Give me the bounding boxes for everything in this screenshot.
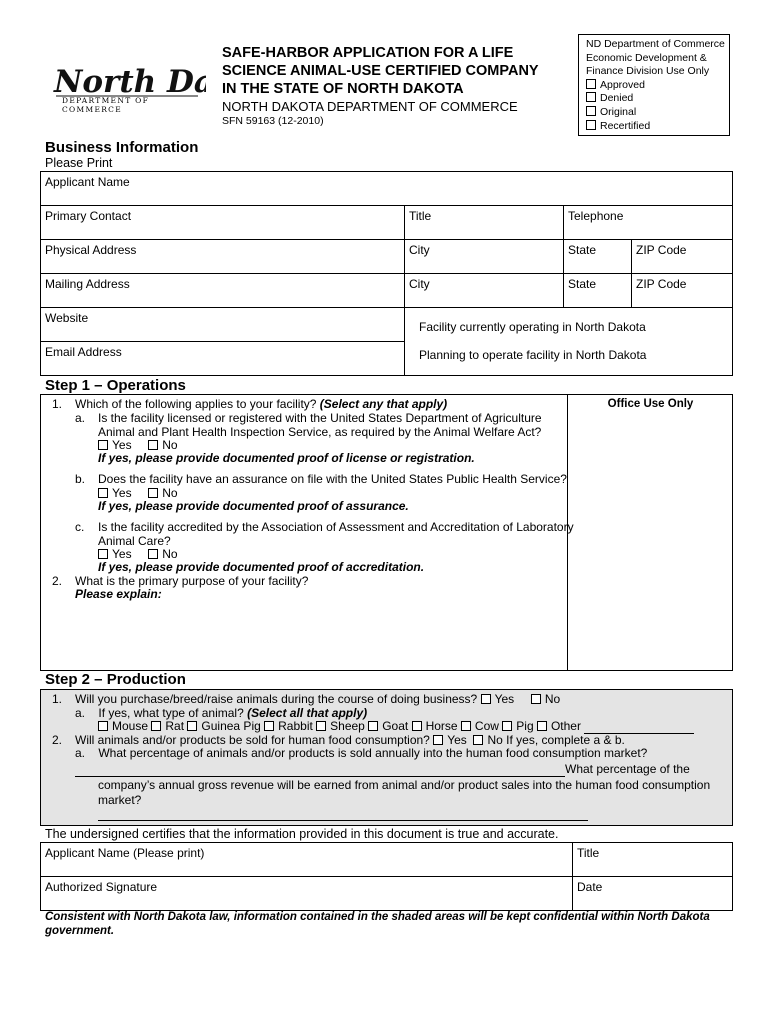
applicant-name-print-field[interactable] (41, 843, 573, 877)
planning-operate-option[interactable] (405, 334, 732, 362)
date-field[interactable] (573, 877, 733, 911)
yes-label: Yes (112, 547, 132, 561)
q-letter: a. (75, 706, 86, 720)
field-label: City (409, 277, 430, 291)
approved-checkbox[interactable] (586, 79, 596, 89)
mailing-state-field[interactable] (564, 274, 632, 308)
form-title (222, 44, 572, 98)
q-letter: b. (75, 472, 86, 486)
mailing-zip-field[interactable] (632, 274, 733, 308)
goat-checkbox[interactable] (368, 721, 378, 731)
step2-q1-no-checkbox[interactable] (531, 694, 541, 704)
step1-a-no-checkbox[interactable] (148, 440, 158, 450)
field-label: Title (577, 846, 600, 860)
field-label: Website (45, 311, 89, 325)
planning-operate-label: Planning to operate facility in North Dakota (419, 348, 647, 362)
title-line-2: SCIENCE ANIMAL-USE CERTIFIED COMPANY (222, 63, 539, 79)
field-label: Primary Contact (45, 209, 132, 223)
step1-a-note: If yes, please provide documented proof of license or registration. (98, 451, 475, 465)
certification-statement: The undersigned certifies that the information provided in this document is true and accurate. (45, 827, 559, 841)
physical-address-field[interactable] (41, 240, 405, 274)
q-number: 2. (52, 574, 63, 588)
facility-status-cell (405, 308, 733, 376)
original-label: Original (600, 105, 637, 118)
mouse-checkbox[interactable] (98, 721, 108, 731)
facility-operating-option[interactable] (405, 308, 732, 334)
step1-a-line1: Is the facility licensed or registered with the United States Department of Agriculture (98, 411, 542, 425)
physical-city-field[interactable] (405, 240, 564, 274)
telephone-field[interactable] (564, 206, 733, 240)
cert-title-field[interactable] (573, 843, 733, 877)
step1-a-line2: Animal and Plant Health Inspection Service, as required by the Animal Welfare Act? (98, 425, 542, 439)
title-line-1: SAFE-HARBOR APPLICATION FOR A LIFE (222, 45, 514, 61)
q-letter: c. (75, 520, 85, 534)
step1-q2-hint: Please explain: (75, 587, 162, 601)
animal-label: Goat (382, 719, 409, 733)
yes-label: Yes (112, 438, 132, 452)
step1-b-line1: Does the facility have an assurance on file with the United States Public Health Service? (98, 472, 567, 486)
field-label: Mailing Address (45, 277, 130, 291)
no-label: No (162, 486, 178, 500)
yes-label: Yes (447, 733, 467, 747)
animal-checkbox-row (98, 719, 694, 734)
field-label: Date (577, 880, 603, 894)
step1-b-note: If yes, please provide documented proof of assurance. (98, 499, 409, 513)
pig-checkbox[interactable] (502, 721, 512, 731)
primary-contact-field[interactable] (41, 206, 405, 240)
form-number: SFN 59163 (12-2010) (222, 115, 324, 127)
step1-c-yes-checkbox[interactable] (98, 549, 108, 559)
physical-zip-field[interactable] (632, 240, 733, 274)
title-line-3: IN THE STATE OF NORTH DAKOTA (222, 81, 464, 97)
step2-q1-text: Will you purchase/breed/raise animals during the course of doing business? (75, 692, 478, 706)
animal-label: Rat (165, 719, 185, 733)
business-info-heading: Business Information (45, 139, 199, 156)
field-label: Physical Address (45, 243, 137, 257)
animal-label: Sheep (330, 719, 365, 733)
office-use-box (578, 34, 730, 136)
authorized-signature-field[interactable] (41, 877, 573, 911)
confidentiality-line-2: government. (45, 925, 115, 937)
animal-label: Mouse (112, 719, 149, 733)
step2-q2b-text-3: market? (98, 793, 142, 807)
animal-label: Other (550, 719, 581, 733)
step1-c-line1: Is the facility accredited by the Association of Assessment and Accreditation of Laboratory (98, 520, 574, 534)
website-field[interactable] (41, 308, 405, 342)
horse-checkbox[interactable] (412, 721, 422, 731)
step1-q2-answer-area[interactable] (75, 604, 555, 666)
step1-c-no-checkbox[interactable] (148, 549, 158, 559)
step1-q1-text: Which of the following applies to your facility? (75, 397, 317, 411)
step1-c-note: If yes, please provide documented proof of accreditation. (98, 560, 425, 574)
field-label: Applicant Name (Please print) (45, 846, 205, 860)
north-dakota-logo (46, 56, 206, 114)
step1-b-no-checkbox[interactable] (148, 488, 158, 498)
step1-q1-hint: (Select any that apply) (319, 397, 448, 411)
field-label: State (568, 277, 597, 291)
office-box-line: Economic Development & (586, 51, 707, 64)
field-label: ZIP Code (636, 277, 687, 291)
confidentiality-note (45, 910, 735, 938)
denied-checkbox[interactable] (586, 92, 596, 102)
no-label: No (162, 438, 178, 452)
guinea-pig-checkbox[interactable] (187, 721, 197, 731)
step2-q2-text: Will animals and/or products be sold for human food consumption? (75, 733, 430, 747)
original-checkbox[interactable] (586, 106, 596, 116)
step2-q2a-answer-input[interactable] (75, 762, 565, 777)
field-label: City (409, 243, 430, 257)
rabbit-checkbox[interactable] (264, 721, 274, 731)
yes-label: Yes (112, 486, 132, 500)
animal-label: Pig (516, 719, 534, 733)
title-field[interactable] (405, 206, 564, 240)
no-label: No (544, 692, 561, 706)
office-box-line: ND Department of Commerce (586, 38, 725, 50)
step1-heading: Step 1 – Operations (45, 377, 186, 394)
office-use-only-label: Office Use Only (607, 398, 694, 410)
animal-label: Horse (425, 719, 458, 733)
step2-q2b-answer-line[interactable] (98, 820, 588, 821)
field-label: Applicant Name (45, 175, 130, 189)
approved-label: Approved (600, 78, 645, 91)
denied-label: Denied (600, 92, 634, 105)
step1-q2-text: What is the primary purpose of your facility? (75, 574, 309, 588)
recertified-label: Recertified (600, 119, 651, 132)
q-number: 1. (52, 397, 63, 411)
step2-q2-no-checkbox[interactable] (473, 735, 483, 745)
no-label: No (487, 733, 503, 747)
mailing-address-field[interactable] (41, 274, 405, 308)
field-label: State (568, 243, 597, 257)
field-label: Title (409, 209, 432, 223)
q-letter: a. (75, 411, 86, 425)
animal-label: Guinea Pig (201, 719, 261, 733)
business-info-table (40, 171, 733, 376)
step2-q2b-text-2: company’s annual gross revenue will be earned from animal and/or product sales into the human food consumption (98, 778, 711, 792)
step2-q1-yes-checkbox[interactable] (481, 694, 491, 704)
step2-q2-instruction: If yes, complete a & b. (506, 733, 625, 747)
recertified-checkbox[interactable] (586, 120, 596, 130)
facility-operating-label: Facility currently operating in North Dakota (419, 320, 646, 334)
step2-q2-yes-checkbox[interactable] (433, 735, 443, 745)
sheep-checkbox[interactable] (316, 721, 326, 731)
step1-c-line2: Animal Care? (98, 534, 171, 548)
email-field[interactable] (41, 342, 405, 376)
yes-label: Yes (494, 692, 515, 706)
mailing-city-field[interactable] (405, 274, 564, 308)
no-label: No (162, 547, 178, 561)
field-label: Telephone (568, 209, 624, 223)
step1-b-yes-checkbox[interactable] (98, 488, 108, 498)
step2-a-text: If yes, what type of animal? (98, 706, 244, 720)
please-print: Please Print (45, 156, 113, 170)
field-label: Authorized Signature (45, 880, 158, 894)
confidentiality-line-1: Consistent with North Dakota law, information contained in the shaded areas will be kept confidential within North Dakota (45, 911, 710, 923)
certification-table (40, 842, 733, 911)
step2-q2a-text: What percentage of animals and/or products is sold annually into the human food consumption market? (98, 746, 648, 760)
physical-state-field[interactable] (564, 240, 632, 274)
other-checkbox[interactable] (537, 721, 547, 731)
q-letter: a. (75, 746, 86, 760)
field-label: ZIP Code (636, 243, 687, 257)
step2-heading: Step 2 – Production (45, 671, 186, 688)
logo-department: DEPARTMENT OF COMMERCE (62, 96, 150, 114)
step1-a-yes-checkbox[interactable] (98, 440, 108, 450)
department-subtitle: NORTH DAKOTA DEPARTMENT OF COMMERCE (222, 99, 518, 114)
other-animal-input[interactable] (584, 719, 694, 734)
q-number: 1. (52, 692, 63, 706)
cow-checkbox[interactable] (461, 721, 471, 731)
animal-label: Cow (474, 719, 499, 733)
office-box-line: Finance Division Use Only (586, 65, 710, 78)
field-label: Email Address (45, 345, 122, 359)
step2-q2b-text: What percentage of the (565, 762, 690, 776)
step2-a-hint: (Select all that apply) (247, 706, 368, 720)
rat-checkbox[interactable] (151, 721, 161, 731)
applicant-name-field[interactable] (41, 172, 733, 206)
q-number: 2. (52, 733, 63, 747)
logo-script: North D (54, 64, 194, 100)
animal-label: Rabbit (278, 719, 313, 733)
